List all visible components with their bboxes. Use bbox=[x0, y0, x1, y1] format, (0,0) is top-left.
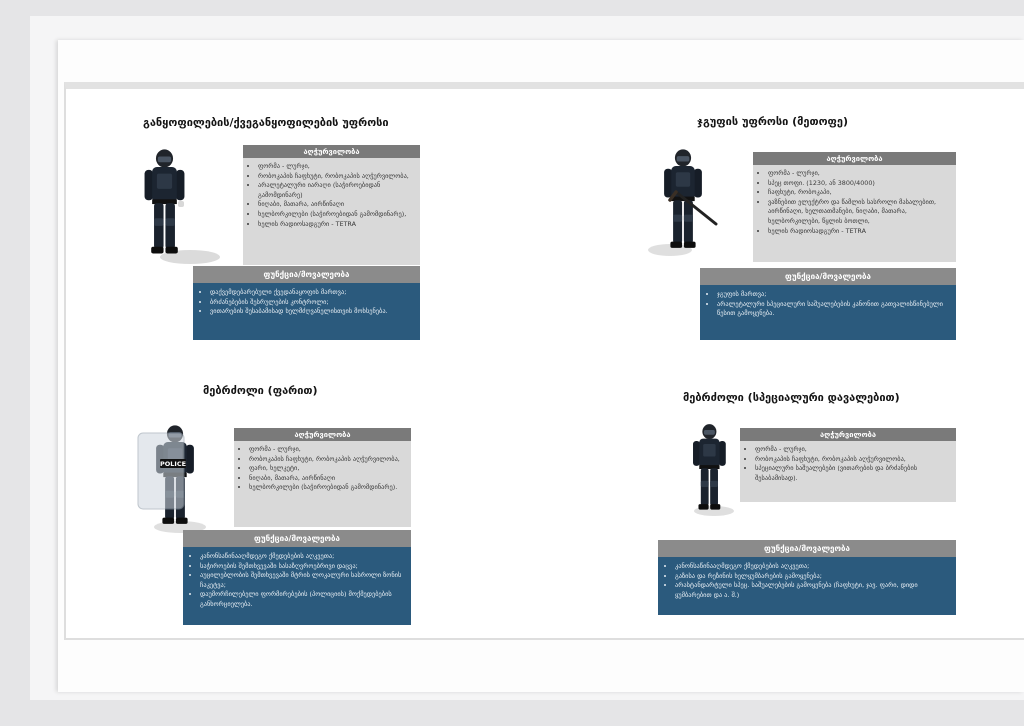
equipment-item: • ნიღაბი, მათარა, აირწინაღი bbox=[249, 474, 406, 484]
equipment-list bbox=[243, 158, 420, 265]
equipment-item: • ფორმა - ლურჯი, bbox=[249, 445, 406, 455]
equipment-list bbox=[740, 441, 956, 502]
equipment-item: • რობოკაპის ჩაფხუტი, რობოკაპის აღჭურვილობა, bbox=[249, 455, 406, 465]
equipment-item: • ხელბორკილები (საჭიროებიდან გამომდინარე), bbox=[258, 210, 415, 220]
function-list bbox=[193, 283, 420, 340]
function-box-special-task-fighter bbox=[658, 540, 956, 615]
equipment-item: • ფორმა - ლურჯი, bbox=[755, 445, 951, 455]
function-header: ფუნქცია/მოვალეობა bbox=[700, 268, 956, 285]
officer bbox=[145, 149, 185, 253]
equipment-item: • ჩაფხუტი, რობოკაპი, bbox=[768, 188, 951, 198]
function-item: • არალეტალური სპეციალური საშუალებების კანონით გათვალისწინებული წესით გამოყენება. bbox=[717, 300, 950, 319]
equipment-header: აღჭურვილობა bbox=[243, 145, 420, 158]
function-item: • ბრძანებების შესრულების კონტროლი; bbox=[210, 298, 414, 308]
card-title-special-task-fighter: მებრძოლი (სპეციალური დავალებით) bbox=[683, 391, 900, 404]
equipment-item: • ფორმა - ლურჯი, bbox=[258, 162, 415, 172]
function-box-group-head bbox=[700, 268, 956, 340]
equipment-item: • ფორმა - ლურჯი, bbox=[768, 169, 951, 179]
equipment-item: • ნიღაბი, მათარა, აირწინაღი bbox=[258, 200, 415, 210]
card-title-shield-fighter: მებრძოლი (ფარით) bbox=[203, 384, 318, 397]
equipment-box-group-head bbox=[753, 152, 956, 262]
equipment-item: • რობოკაპის ჩაფხუტი, რობოკაპის აღჭურვილობა, bbox=[258, 172, 415, 182]
function-item: • გაზისა და რეზინის ხელყუმბარების გამოყენება; bbox=[675, 572, 950, 582]
function-item: • დაუმორჩილებელი ფორმირებების (პოლიციის) მოქმედებების განხორციელება. bbox=[200, 590, 405, 609]
equipment-item: • სპეც თოფი. (1230, ან 3800/4000) bbox=[768, 179, 951, 189]
officer-figure-section-head bbox=[132, 146, 222, 268]
equipment-item: • ხელის რადიოსადგური - TETRA bbox=[768, 227, 951, 237]
officer-figure-shield-fighter bbox=[132, 421, 214, 537]
function-item: • ვითარების შესაბამისად ხელმძღვანელისთვის მოხსენება. bbox=[210, 307, 414, 317]
equipment-item: • ხელბორკილები (საჭიროებიდან გამომდინარე). bbox=[249, 483, 406, 493]
officer bbox=[693, 424, 726, 509]
equipment-list bbox=[753, 165, 956, 262]
equipment-item: • ხელის რადიოსადგური - TETRA bbox=[258, 220, 415, 230]
riot-shield bbox=[138, 433, 187, 509]
equipment-box-section-head bbox=[243, 145, 420, 265]
white-glove bbox=[178, 201, 184, 207]
function-item: • დაქვემდებარებული ქვედანაყოფის მართვა; bbox=[210, 288, 414, 298]
equipment-item: • ფარი, ხელკეტი, bbox=[249, 464, 406, 474]
function-list bbox=[183, 547, 411, 625]
equipment-item: • სპეციალური საშუალებები (ვითარების და ბრძანების შესაბამისად). bbox=[755, 464, 951, 483]
function-box-shield-fighter bbox=[183, 530, 411, 625]
equipment-header: აღჭურვილობა bbox=[740, 428, 956, 441]
equipment-box-shield-fighter bbox=[234, 428, 411, 527]
function-item: • კანონსაწინააღმდეგო ქმედებების აღკვეთა; bbox=[200, 552, 405, 562]
function-item: • ჯგუფის მართვა; bbox=[717, 290, 950, 300]
officer-figure-special-task-fighter bbox=[680, 423, 740, 518]
function-item: • საჭიროების შემთხვევაში სასაზღვროებრივი დაცვა; bbox=[200, 562, 405, 572]
equipment-item: • რობოკაპის ჩაფხუტი, რობოკაპის აღჭურვილობა, bbox=[755, 455, 951, 465]
function-list bbox=[700, 285, 956, 340]
function-header: ფუნქცია/მოვალეობა bbox=[193, 266, 420, 283]
equipment-list bbox=[234, 441, 411, 527]
function-item: • კანონსაწინააღმდეგო ქმედებების აღკვეთა; bbox=[675, 562, 950, 572]
function-box-section-head bbox=[193, 266, 420, 340]
officer-figure-group-head bbox=[646, 148, 724, 260]
card-title-section-head: განყოფილების/ქვეგანყოფილების უფროსი bbox=[143, 116, 389, 129]
function-item: • არასტანდარტული სპეც. საშუალებების გამოყენება (ჩაფხუტი, ჯავ. ფარი, დიდი ყუმბარებით და ა. შ.) bbox=[675, 581, 950, 600]
function-header: ფუნქცია/მოვალეობა bbox=[658, 540, 956, 557]
equipment-box-special-task-fighter bbox=[740, 428, 956, 502]
shield-police-label: POLICE bbox=[159, 460, 187, 468]
equipment-item: • ვაზნებით ელექტრო და წამლის სასროლი მასალებით, აირწინაღი, ხელთათმანები, ნიღაბი, მათარა, ხელბორკილები, წყლის ბოთლი, bbox=[768, 198, 951, 227]
equipment-header: აღჭურვილობა bbox=[753, 152, 956, 165]
function-header: ფუნქცია/მოვალეობა bbox=[183, 530, 411, 547]
equipment-header: აღჭურვილობა bbox=[234, 428, 411, 441]
function-item: • აუცილებლობის შემთხვევაში მტრის ლოკალური სასროლი ზონის ჩაკეტვა; bbox=[200, 571, 405, 590]
card-title-group-head: ჯგუფის უფროსი (მეთოფე) bbox=[697, 115, 849, 128]
function-list bbox=[658, 557, 956, 615]
equipment-item: • არალეტალური იარაღი (საჭიროებიდან გამომდინარე) bbox=[258, 181, 415, 200]
